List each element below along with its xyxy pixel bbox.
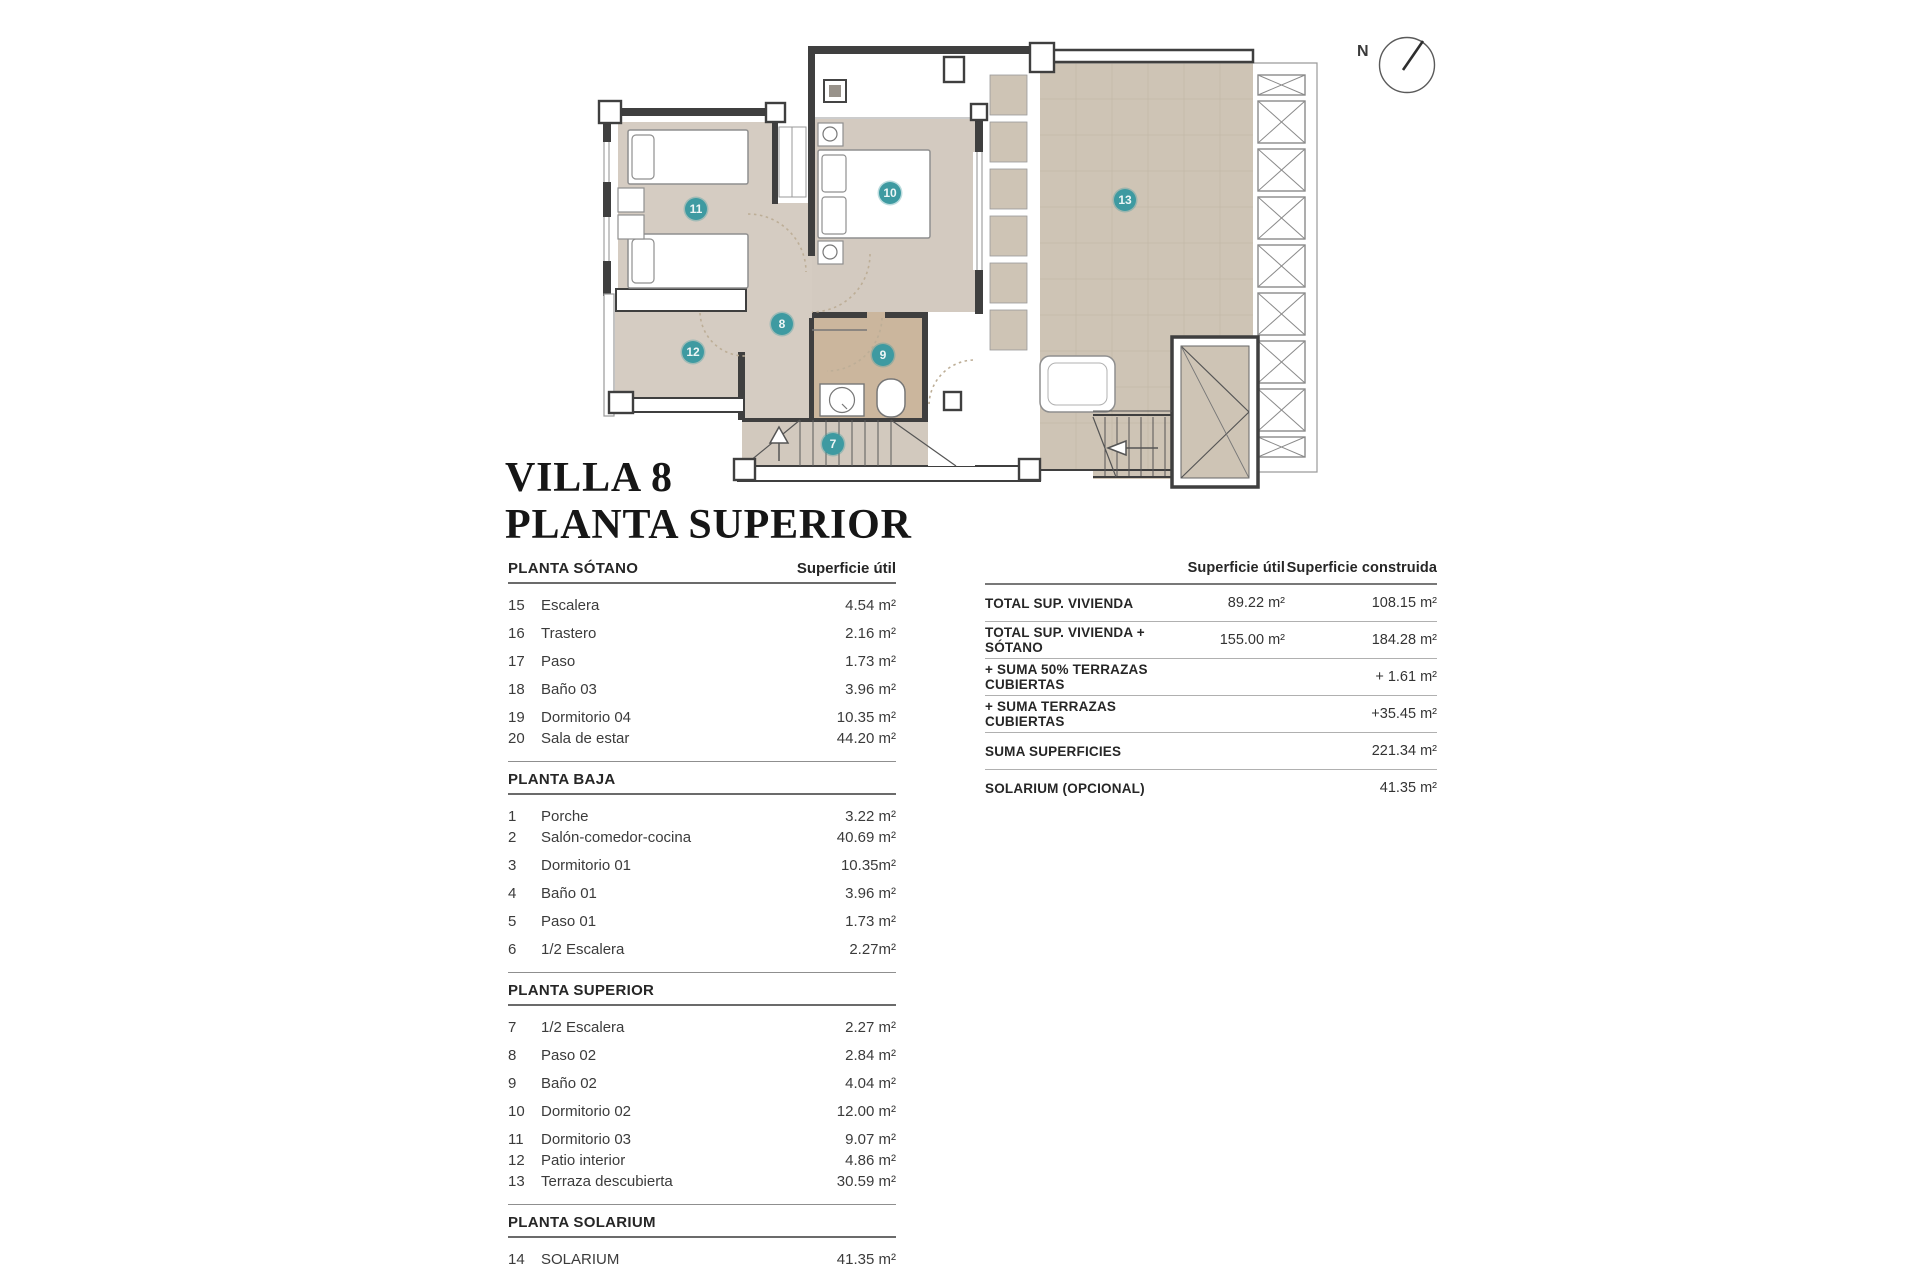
floor-plan — [595, 35, 1335, 490]
table-row: 3 Dormitorio 01 10.35m² — [508, 857, 896, 874]
room-badge-stairs: 7 — [822, 433, 844, 455]
table-row: 12 Patio interior 4.86 m² — [508, 1152, 896, 1169]
section-planta-sotano — [508, 560, 896, 748]
col-superficie-construida: Superficie construida — [1286, 560, 1437, 576]
table-row: 8 Paso 02 2.84 m² — [508, 1047, 896, 1064]
summary-row: TOTAL SUP. VIVIENDA + SÓTANO 155.00 m² 184.28 m² — [985, 622, 1437, 659]
section-header — [508, 973, 896, 1006]
room-badge-patio: 12 — [682, 341, 704, 363]
table-row: 14 SOLARIUM 41.35 m² — [508, 1251, 896, 1268]
table-row: 19 Dormitorio 04 10.35 m² — [508, 709, 896, 726]
section-header — [508, 1205, 896, 1238]
sheet-title-line1: VILLA 8 — [505, 455, 673, 501]
room-badge-bedroom-02: 10 — [879, 182, 901, 204]
summary-row: + SUMA TERRAZAS CUBIERTAS +35.45 m² — [985, 696, 1437, 733]
surface-summary-table — [985, 560, 1437, 806]
spacer — [985, 560, 1173, 576]
section-planta-solarium — [508, 1204, 896, 1269]
table-row: 16 Trastero 2.16 m² — [508, 625, 896, 642]
table-row: 7 1/2 Escalera 2.27 m² — [508, 1019, 896, 1036]
section-name: PLANTA SÓTANO — [508, 560, 639, 577]
section-header — [508, 762, 896, 795]
room-badge-terrace: 13 — [1114, 189, 1136, 211]
table-row: 15 Escalera 4.54 m² — [508, 597, 896, 614]
table-row: 9 Baño 02 4.04 m² — [508, 1075, 896, 1092]
north-compass — [1345, 25, 1457, 109]
table-row: 18 Baño 03 3.96 m² — [508, 681, 896, 698]
summary-row: SOLARIUM (OPCIONAL) 41.35 m² — [985, 780, 1437, 796]
area-column-header: Superficie útil — [796, 560, 896, 577]
table-row: 6 1/2 Escalera 2.27m² — [508, 941, 896, 958]
section-planta-baja — [508, 761, 896, 959]
table-row: 1 Porche 3.22 m² — [508, 808, 896, 825]
col-superficie-util: Superficie útil — [1187, 560, 1285, 576]
room-badge-bedroom-03: 11 — [685, 198, 707, 220]
sheet-title — [505, 455, 912, 549]
table-row: 2 Salón-comedor-cocina 40.69 m² — [508, 829, 896, 846]
room-badge-bathroom: 9 — [872, 344, 894, 366]
sheet-title-line2: PLANTA SUPERIOR — [505, 502, 912, 548]
table-row: 5 Paso 01 1.73 m² — [508, 913, 896, 930]
table-row: 17 Paso 1.73 m² — [508, 653, 896, 670]
floor-plan-drawing — [595, 35, 1335, 490]
room-area-table — [508, 560, 896, 1269]
section-planta-superior — [508, 972, 896, 1191]
summary-header — [985, 560, 1437, 585]
section-name: PLANTA SOLARIUM — [508, 1214, 656, 1231]
table-row: 11 Dormitorio 03 9.07 m² — [508, 1131, 896, 1148]
room-badge-hall: 8 — [771, 313, 793, 335]
summary-row: + SUMA 50% TERRAZAS CUBIERTAS + 1.61 m² — [985, 659, 1437, 696]
section-name: PLANTA BAJA — [508, 771, 616, 788]
summary-row: SUMA SUPERFICIES 221.34 m² — [985, 733, 1437, 770]
table-row: 4 Baño 01 3.96 m² — [508, 885, 896, 902]
section-name: PLANTA SUPERIOR — [508, 982, 655, 999]
table-row: 13 Terraza descubierta 30.59 m² — [508, 1173, 896, 1190]
table-row: 10 Dormitorio 02 12.00 m² — [508, 1103, 896, 1120]
north-label: N — [1357, 43, 1369, 60]
summary-row: TOTAL SUP. VIVIENDA 89.22 m² 108.15 m² — [985, 585, 1437, 622]
table-row: 20 Sala de estar 44.20 m² — [508, 730, 896, 747]
compass-icon — [1345, 25, 1457, 109]
section-header — [508, 560, 896, 584]
